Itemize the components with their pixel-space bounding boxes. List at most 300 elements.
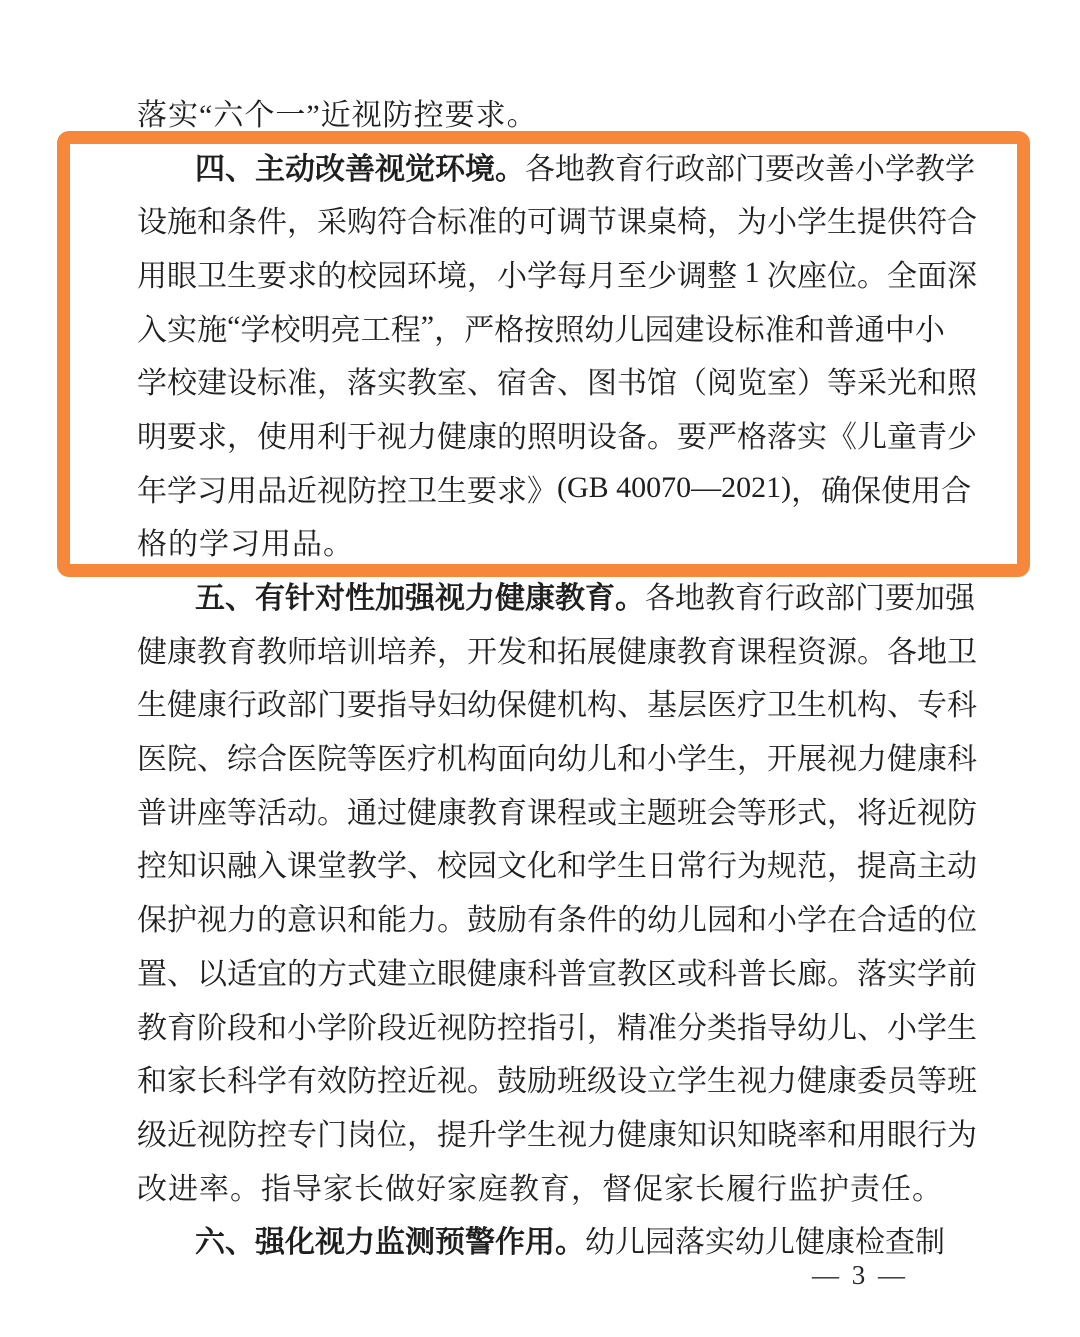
body-text: 康 [825,1226,855,1260]
body-text: 等 [737,796,767,830]
body-text: 要 [885,582,915,616]
document-content [137,85,977,1266]
body-text: 采 [857,367,887,401]
body-text: 视 [437,1065,467,1099]
body-text: 入 [257,850,287,884]
body-text: 廊 [797,957,827,991]
body-text: 知 [737,1118,767,1152]
body-text: 力 [857,743,887,777]
body-text: 意 [287,904,317,938]
text-line-highlighted [137,515,945,569]
body-text: 育 [227,635,257,669]
body-text: 视 [917,796,947,830]
body-text: 眼 [167,259,197,293]
body-text: 小 [287,1011,317,1045]
body-text: 书 [617,367,647,401]
body-text: 科 [947,689,977,723]
body-text: 制 [915,1226,945,1260]
body-text: — [691,470,722,504]
body-text: 整 [707,259,737,293]
body-text: 合 [941,474,972,508]
body-text: 、 [857,1011,887,1045]
body-text: 小 [914,313,945,347]
body-text: 长 [767,957,797,991]
body-text: 康 [917,743,947,777]
body-text: 2021) [721,470,792,504]
body-text: 、 [887,689,917,723]
body-text: 妇 [437,689,467,723]
body-text: 园 [377,259,407,293]
body-text: 健 [887,743,917,777]
body-text: 科 [947,743,977,777]
body-text: 近 [287,474,317,508]
body-text: 幼 [585,1226,615,1260]
body-text: 政 [675,152,705,186]
body-text: 小 [887,1011,917,1045]
body-text: 通 [854,313,885,347]
body-text: 照 [527,420,557,454]
heading-text: 环 [435,152,465,186]
body-text: 普 [557,957,587,991]
body-text: 落 [857,957,887,991]
body-text: 教 [915,152,945,186]
text-line [137,1105,977,1159]
body-text: 舍 [527,367,557,401]
body-text: 医 [137,743,167,777]
body-text: 幼 [557,743,587,777]
heading-text: 预 [435,1226,465,1260]
body-text: 段 [227,1011,257,1045]
body-text: 资 [797,635,827,669]
body-text: 儿 [587,743,617,777]
body-text: 鼓 [467,904,497,938]
body-text: 或 [677,957,707,991]
body-text: 康 [647,1118,677,1152]
body-text: 宜 [257,957,287,991]
body-text: 设 [617,1065,647,1099]
body-text: 利 [317,420,347,454]
body-text: 育 [497,796,527,830]
heading-text: 育 [585,582,615,616]
body-text: 防 [347,474,377,508]
text-line [137,85,945,139]
body-text: 学 [240,313,271,347]
body-text: 健 [137,635,167,669]
body-text: 查 [885,1226,915,1260]
body-text: 育 [735,582,765,616]
body-text: 阅 [707,367,737,401]
body-text: 和 [917,367,947,401]
body-text: 健 [797,1065,827,1099]
body-text: 小 [767,904,797,938]
body-text: ， [407,1118,437,1152]
body-text: 前 [947,957,977,991]
body-text: 长 [197,1065,227,1099]
body-text: 门 [735,152,765,186]
body-text: 视 [197,904,227,938]
body-text: 童 [887,420,917,454]
body-text: 科 [527,957,557,991]
body-text: ， [287,206,317,240]
body-text: 形 [767,796,797,830]
body-text: 训 [347,635,377,669]
body-text: 照 [554,313,585,347]
body-text: 面 [497,743,527,777]
body-text: 康 [827,1065,857,1099]
body-text: 学 [257,1065,287,1099]
body-text: 座 [797,259,827,293]
body-text: 医 [707,689,737,723]
body-text: 家 [167,1065,197,1099]
body-text: 卫 [767,689,797,723]
heading-text: 觉 [405,152,435,186]
heading-text: 六 [195,1226,225,1260]
body-text: 的 [617,904,647,938]
body-text: 要 [467,474,497,508]
body-text: 和 [257,1011,287,1045]
body-text: 卫 [947,635,977,669]
body-text: 力 [407,904,437,938]
body-text: 标 [257,367,287,401]
body-text: 明 [300,313,331,347]
body-text: 普 [137,796,167,830]
body-text: 员 [887,1065,917,1099]
body-text: 建 [197,367,227,401]
body-text: 设 [137,206,167,240]
body-text: 班 [947,1065,977,1099]
body-text: 的 [287,957,317,991]
body-text: 范 [797,850,827,884]
body-text: 构 [467,743,497,777]
body-text: 调 [677,259,707,293]
body-text: 条 [227,206,257,240]
body-text: 儿 [857,420,887,454]
body-text: 知 [677,1118,707,1152]
body-text: 护 [167,904,197,938]
heading-text: 改 [315,152,345,186]
body-text: (GB 40070 [557,470,692,504]
heading-text: 针 [285,582,315,616]
body-text: 少 [947,420,977,454]
body-text: 规 [767,850,797,884]
body-text: 按 [524,313,555,347]
body-text: 桌 [647,206,677,240]
body-text: 高 [887,850,917,884]
body-text: 《 [827,420,857,454]
body-text: 等 [227,796,257,830]
body-text: 视 [827,743,857,777]
body-text: 程 [557,796,587,830]
text-line-highlighted [137,192,977,246]
body-text: 实 [167,313,198,347]
body-text: 园 [644,313,675,347]
body-text: 康 [437,796,467,830]
body-text: 符 [377,206,407,240]
body-text: 控 [377,474,407,508]
body-text: 、 [617,689,647,723]
body-text: 览 [737,367,767,401]
body-text: 各 [887,635,917,669]
body-text: 学 [885,152,915,186]
body-text: 格的学习用品。 [137,528,354,562]
body-text: 拓 [557,635,587,669]
body-text: 视 [377,420,407,454]
body-text: 为 [737,850,767,884]
body-text: 综 [227,743,257,777]
body-text: 各 [525,152,555,186]
body-text: 学 [677,743,707,777]
body-text: 普 [824,313,855,347]
body-text: 防 [947,796,977,830]
body-text: “ [227,309,241,343]
body-text: 能 [377,904,407,938]
body-text: 健 [437,420,467,454]
heading-text: 视 [435,582,465,616]
body-text: 生 [527,1118,557,1152]
body-text: 要 [765,152,795,186]
body-text: 、 [167,957,197,991]
body-text: 阶 [347,1011,377,1045]
body-text: 各 [645,582,675,616]
body-text: 疗 [737,689,767,723]
body-text: 深 [947,259,977,293]
body-text: 健 [617,1118,647,1152]
body-text: 励 [527,1065,557,1099]
body-text: 视 [197,1118,227,1152]
body-text: 儿 [677,904,707,938]
body-text: 类 [707,1011,737,1045]
body-text: 学 [945,152,975,186]
body-text: 学 [497,1118,527,1152]
body-text: 的 [317,259,347,293]
body-text: 励 [497,904,527,938]
body-text: 位 [827,259,857,293]
body-text: 方 [317,957,347,991]
body-text: 提 [857,850,887,884]
body-text: 要 [347,689,377,723]
body-text: 开 [467,635,497,669]
body-text: 设 [227,367,257,401]
body-text: 科 [227,1065,257,1099]
body-text: 。 [827,957,857,991]
heading-text: 。 [555,1226,585,1260]
body-text: 识 [197,850,227,884]
body-text: 康 [497,957,527,991]
body-text: 幼 [647,904,677,938]
body-text: 日 [647,850,677,884]
body-text: 力 [407,420,437,454]
body-text: （ [677,367,707,401]
body-text: 准 [647,1011,677,1045]
body-text: 源 [827,635,857,669]
body-text: 。 [317,796,347,830]
body-text: 和 [347,904,377,938]
body-text: 合 [257,743,287,777]
body-text: 政 [795,582,825,616]
body-text: 学 [797,904,827,938]
body-text: ， [707,206,737,240]
body-text: 儿 [614,313,645,347]
heading-text: 警 [465,1226,495,1260]
body-text: 校 [270,313,301,347]
body-text: 培 [317,635,347,669]
body-text: ” [420,309,435,343]
body-text: 生 [707,1065,737,1099]
body-text: 节 [587,206,617,240]
body-text: 力 [587,1118,617,1152]
text-line [137,622,977,676]
body-text: 检 [855,1226,885,1260]
body-text: 备 [617,420,647,454]
body-text: 立 [407,957,437,991]
body-text: 立 [647,1065,677,1099]
body-text: 落 [347,367,377,401]
body-text: 指 [377,689,407,723]
body-text: 养 [407,635,437,669]
body-text: 指 [527,1011,557,1045]
body-text: 准 [287,367,317,401]
body-text: 健 [467,957,497,991]
body-text: 课 [527,796,557,830]
body-text: 化 [527,850,557,884]
body-text: 次 [767,259,797,293]
body-text: 学 [797,206,827,240]
body-text: 行 [765,582,795,616]
heading-text: 境 [465,152,495,186]
body-text: 指 [737,1011,767,1045]
heading-text: 。 [495,152,525,186]
body-text: 段 [377,1011,407,1045]
body-text: 生 [827,206,857,240]
body-text: 园 [467,850,497,884]
body-text: 建 [674,313,705,347]
body-text: 光 [887,367,917,401]
body-text: 小 [767,206,797,240]
text-line [137,783,977,837]
heading-text: 化 [285,1226,315,1260]
body-text: 和 [137,1065,167,1099]
body-text: 级 [587,1065,617,1099]
body-text: 程 [390,313,421,347]
body-text: 境 [437,259,467,293]
body-text: ， [317,367,347,401]
body-text: 入 [137,313,167,347]
body-text: 普 [737,957,767,991]
body-text: 加 [915,582,945,616]
body-text: 校 [167,367,197,401]
body-text: 每 [557,259,587,293]
body-text: 堂 [317,850,347,884]
heading-text: 、 [225,1226,255,1260]
heading-text: 有 [255,582,285,616]
body-text: 师 [287,635,317,669]
body-text: 展 [797,743,827,777]
body-text: 使 [881,474,912,508]
body-text: 地 [675,582,705,616]
body-text: 门 [317,1118,347,1152]
body-text: 视 [317,474,347,508]
body-text: 条 [557,904,587,938]
body-text: 明 [137,420,167,454]
body-text: 的 [257,904,287,938]
body-text: 导 [767,1011,797,1045]
body-text: 实 [705,1226,735,1260]
body-text: 合 [407,206,437,240]
body-text: 习 [197,474,227,508]
body-text: 施 [167,206,197,240]
body-text: 符 [917,206,947,240]
body-text: 至 [617,259,647,293]
body-text: 、 [407,850,437,884]
body-text: 室 [437,367,467,401]
body-text: 供 [887,206,917,240]
body-text: 眼 [437,957,467,991]
heading-text: 用 [525,1226,555,1260]
body-text: 用 [911,474,942,508]
body-text: 学 [377,850,407,884]
body-text: 引 [557,1011,587,1045]
body-text: 置 [137,957,167,991]
body-text: 和 [197,206,227,240]
body-text: 教 [257,635,287,669]
heading-text: 作 [495,1226,525,1260]
body-text: 构 [857,689,887,723]
body-text: 展 [587,635,617,669]
body-text: 委 [857,1065,887,1099]
body-text: 、 [467,367,497,401]
body-text: 儿 [827,1011,857,1045]
body-text: 和 [527,635,557,669]
body-text: 馆 [647,367,677,401]
body-text: 岗 [347,1118,377,1152]
heading-text: 加 [375,582,405,616]
body-text: 教 [705,582,735,616]
body-text: 地 [917,635,947,669]
body-text: 1 [737,255,767,289]
page-number: — 3 — [812,1260,908,1290]
text-line [137,1159,945,1213]
body-text: 学 [137,367,167,401]
body-text: 医 [287,743,317,777]
body-text: 部 [705,152,735,186]
body-text: 学 [587,850,617,884]
body-text: 教 [197,635,227,669]
body-text: 式 [797,796,827,830]
body-text: 会 [707,796,737,830]
heading-text: 对 [315,582,345,616]
body-text: 品 [257,474,287,508]
text-line-highlighted [137,461,972,515]
body-text: 晓 [767,1118,797,1152]
body-text: 活 [257,796,287,830]
body-text: 标 [437,206,467,240]
body-text: 等 [827,367,857,401]
body-text: 和 [557,850,587,884]
body-text: 控 [497,1011,527,1045]
body-text: 近 [407,1011,437,1045]
body-text: 提 [437,1118,467,1152]
body-text: 和 [737,904,767,938]
body-text: 生 [137,689,167,723]
body-text: 地 [555,152,585,186]
body-text: 实 [797,420,827,454]
body-text: 升 [467,1118,497,1152]
body-text: 生 [437,474,467,508]
body-text: 求 [197,420,227,454]
body-text: 于 [347,420,377,454]
body-text: 门 [855,582,885,616]
body-text: 格 [494,313,525,347]
